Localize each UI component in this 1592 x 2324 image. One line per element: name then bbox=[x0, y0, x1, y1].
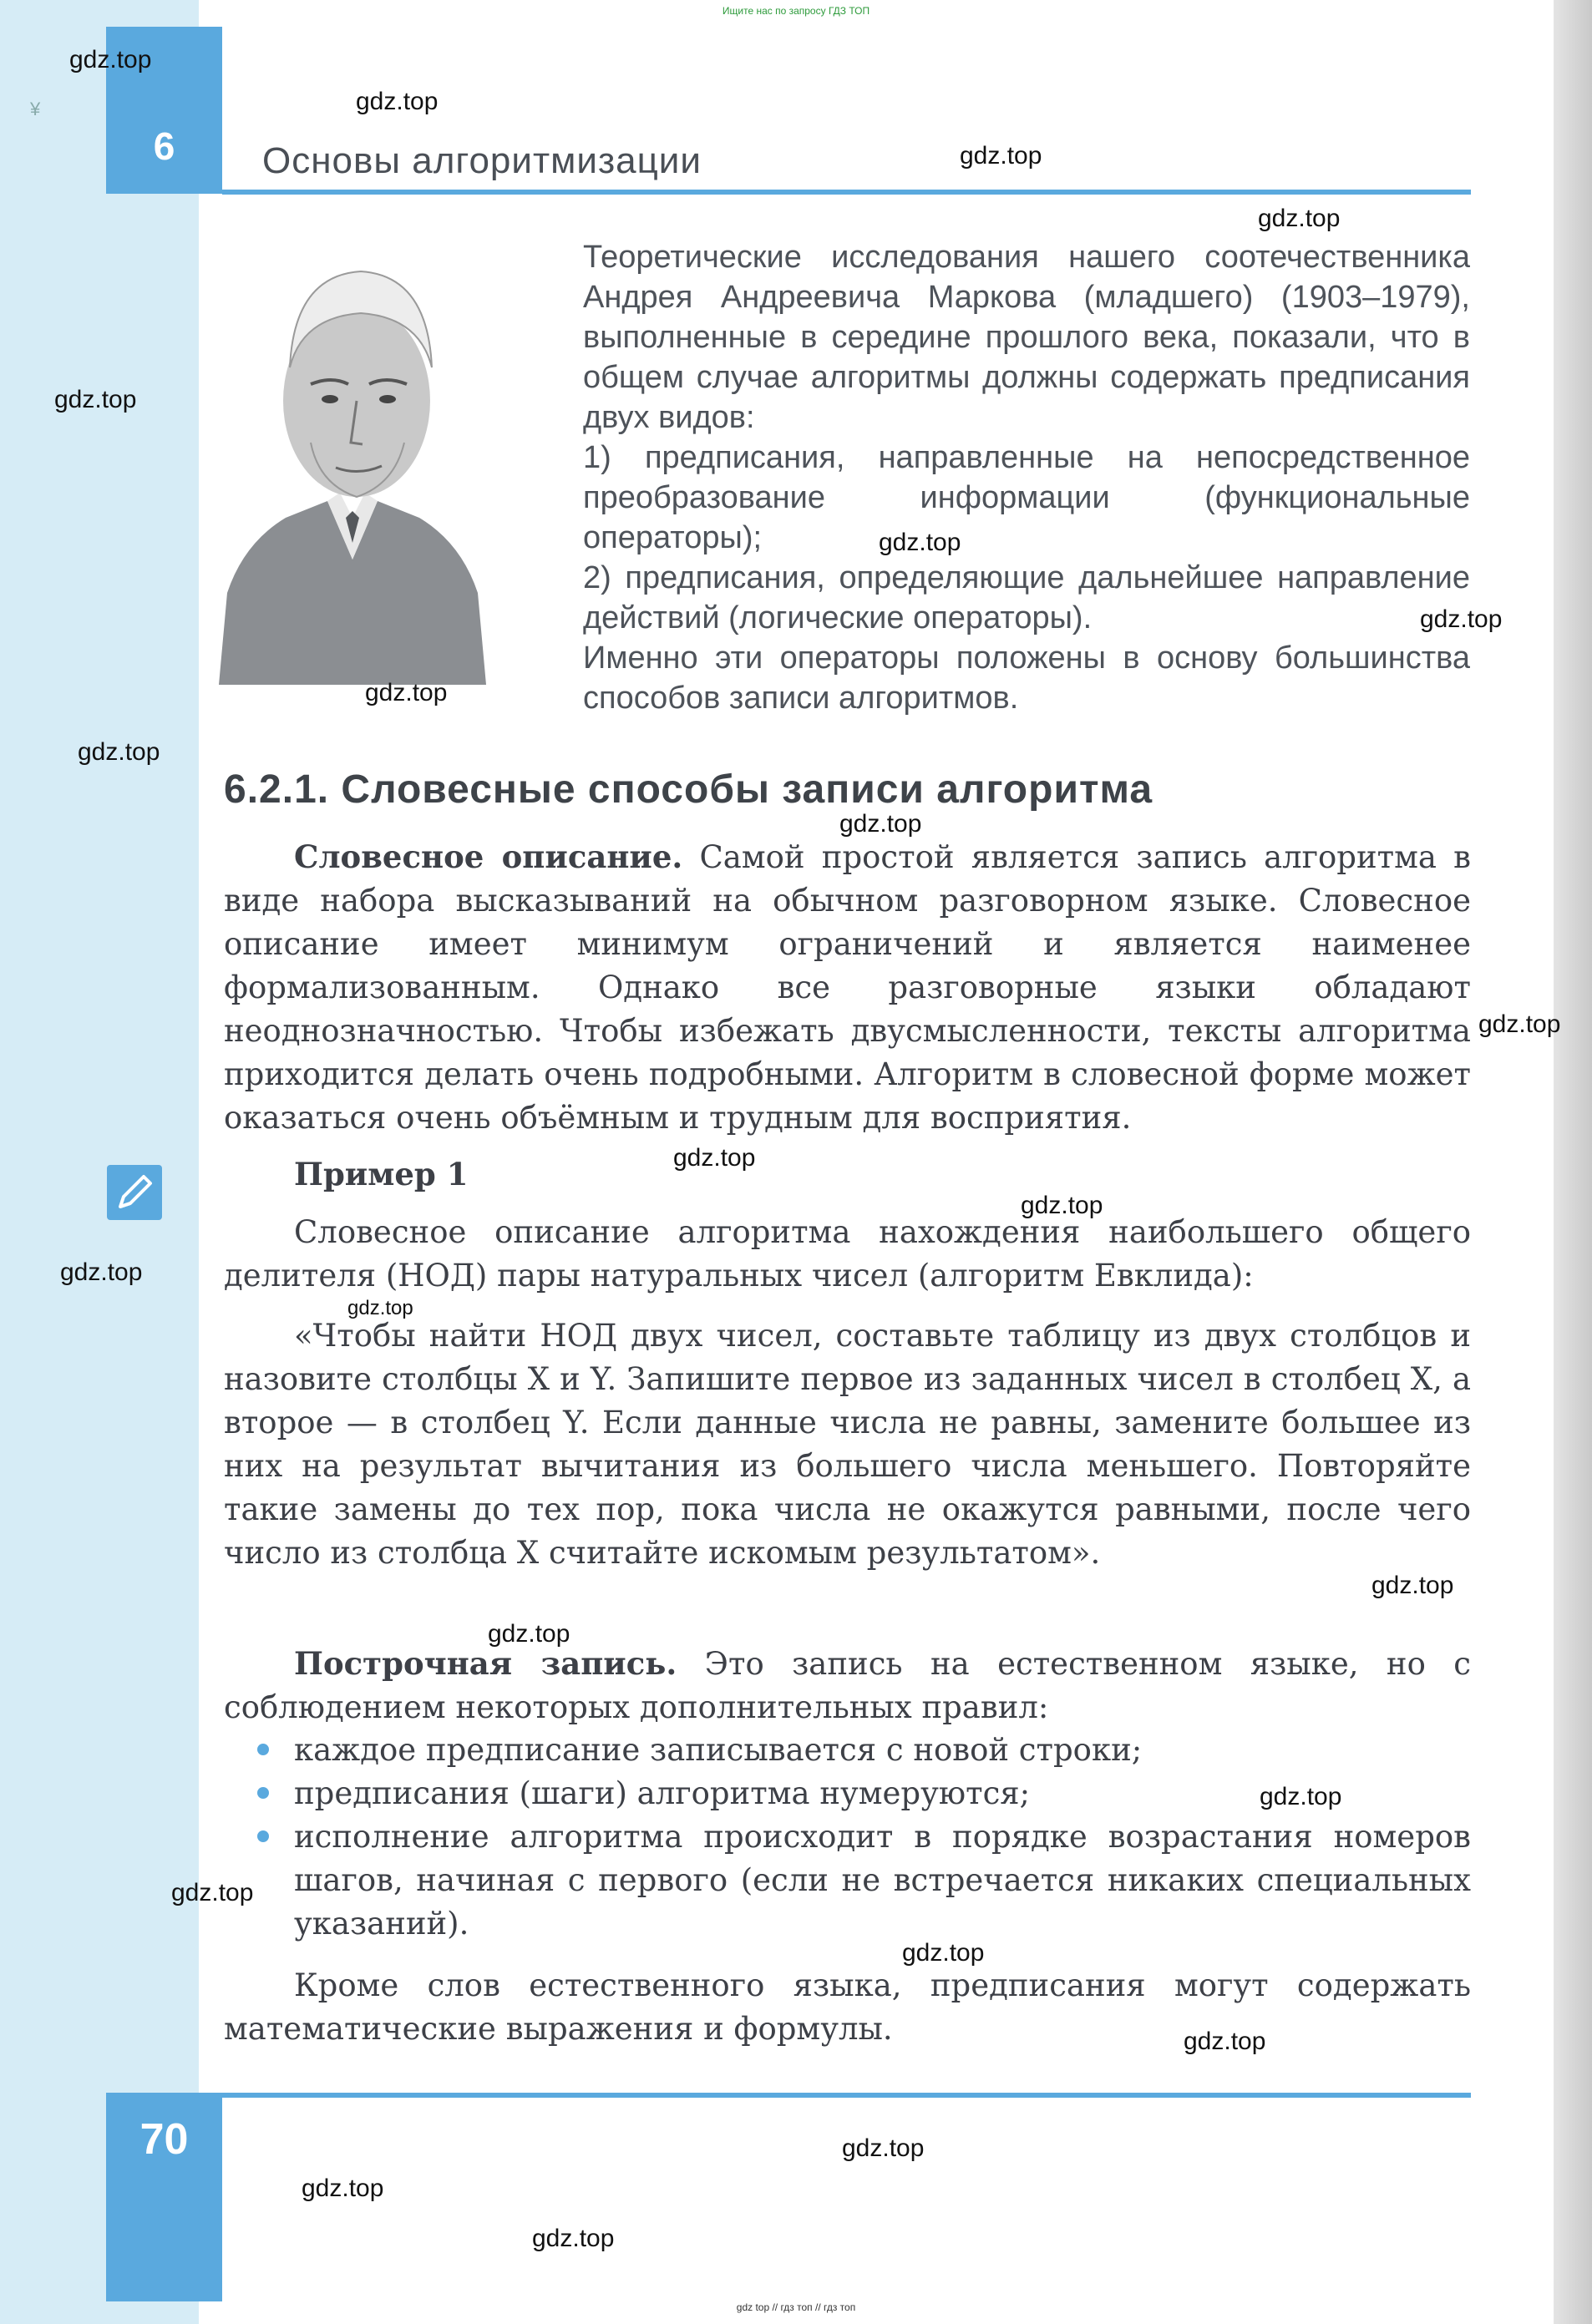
chapter-title: Основы алгоритмизации bbox=[262, 140, 702, 181]
left-margin-band bbox=[0, 0, 199, 2324]
watermark: gdz.top bbox=[171, 1879, 254, 1906]
watermark: gdz.top bbox=[78, 738, 160, 766]
verbal-paragraph bbox=[224, 835, 1471, 1140]
watermark: gdz.top bbox=[356, 88, 439, 115]
intro-item-2: 2) предписания, определяющие дальнейшее направление действий (логические операторы). bbox=[583, 560, 1470, 635]
watermark: gdz.top bbox=[488, 1620, 570, 1648]
watermark: gdz.top bbox=[842, 2134, 925, 2162]
page-edge-shadow bbox=[1554, 0, 1592, 2324]
line-by-line-text: Это запись на естественном языке, но с соблюдением некоторых дополнительных правил: bbox=[224, 1646, 1471, 1725]
footer-note: gdz top // гдз топ // гдз топ bbox=[736, 2301, 856, 2313]
section-title: 6.2.1. Словесные способы записи алгоритма bbox=[224, 767, 1153, 812]
watermark: gdz.top bbox=[54, 386, 137, 413]
watermark: gdz.top bbox=[60, 1258, 143, 1286]
watermark: gdz.top bbox=[1420, 605, 1503, 633]
verbal-description bbox=[224, 835, 1471, 1140]
header-rule bbox=[222, 190, 1471, 195]
watermark: gdz.top bbox=[1371, 1572, 1454, 1599]
watermark: gdz.top bbox=[302, 2175, 384, 2202]
example-body bbox=[224, 1211, 1471, 1575]
bullet-icon bbox=[257, 1830, 269, 1842]
intro-item-1: 1) предписания, направленные на непосредственное преобразование информации (функциональные операторы); bbox=[583, 440, 1470, 555]
watermark: gdz.top bbox=[347, 1297, 413, 1319]
page-number: 70 bbox=[139, 2115, 189, 2164]
intro-text bbox=[583, 237, 1470, 718]
line-by-line-section bbox=[224, 1642, 1471, 1729]
footer-rule bbox=[222, 2093, 1471, 2098]
closing-section bbox=[224, 1964, 1471, 2051]
header-note: Ищите нас по запросу ГДЗ ТОП bbox=[722, 5, 870, 17]
line-by-line-paragraph bbox=[224, 1642, 1471, 1729]
rules-list bbox=[224, 1729, 1471, 1946]
verbal-text: Самой простой является запись алгоритма в виде набора высказываний на обычном разговорном языке. Словесное описание имеет минимум ограничений и является наименее формализованным. Однако все разговорные языки обладают неоднозначностью. Чтобы избежать двусмысленности, тексты алгоритма приходится делать очень подробными. Алгоритм в словесной форме может оказаться очень объёмным и трудным для восприятия. bbox=[224, 839, 1471, 1136]
watermark: gdz.top bbox=[532, 2225, 615, 2252]
bullet-icon bbox=[257, 1787, 269, 1799]
watermark: gdz.top bbox=[1478, 1010, 1561, 1038]
watermark: gdz.top bbox=[1184, 2028, 1266, 2055]
watermark: gdz.top bbox=[673, 1144, 756, 1172]
example-quote: «Чтобы найти НОД двух чисел, составьте таблицу из двух столбцов и назовите столбцы X и Y. Запишите первое из заданных чисел в столбец X, а второе — в столбец Y. Если данные числа не равны, замените большее из них на результат вычитания из большего числа меньшего. Повторяйте такие замены до тех пор, пока числа не окажутся равными, после чего число из столбца X считайте искомым результатом». bbox=[224, 1318, 1471, 1571]
watermark: gdz.top bbox=[69, 46, 152, 73]
bullet-icon bbox=[257, 1744, 269, 1755]
verbal-lead: Словесное описание. bbox=[294, 838, 683, 875]
watermark: gdz.top bbox=[365, 679, 448, 706]
watermark: gdz.top bbox=[960, 142, 1042, 170]
list-item: исполнение алгоритма происходит в порядке возрастания номеров шагов, начиная с первого (если не встречается никаких специальных указаний). bbox=[224, 1815, 1471, 1946]
margin-mark: ¥ bbox=[30, 99, 41, 119]
intro-conclusion: Именно эти операторы положены в основу большинства способов записи алгоритмов. bbox=[583, 640, 1470, 716]
example-intro: Словесное описание алгоритма нахождения наибольшего общего делителя (НОД) пары натуральных чисел (алгоритм Евклида): bbox=[224, 1214, 1471, 1294]
intro-paragraph: Теоретические исследования нашего соотечественника Андрея Андреевича Маркова (младшего) (1903–1979), выполненные в середине прошлого века, показали, что в общем случае алгоритмы должны содержать предписания двух видов: bbox=[583, 240, 1470, 435]
watermark: gdz.top bbox=[902, 1939, 985, 1967]
watermark: gdz.top bbox=[1260, 1783, 1342, 1810]
watermark: gdz.top bbox=[839, 810, 922, 838]
list-item: каждое предписание записывается с новой строки; bbox=[224, 1729, 1471, 1772]
portrait-illustration bbox=[219, 242, 486, 685]
list-item: предписания (шаги) алгоритма нумеруются; bbox=[224, 1772, 1471, 1815]
watermark: gdz.top bbox=[1021, 1192, 1103, 1219]
chapter-number: 6 bbox=[153, 124, 175, 168]
example-title: Пример 1 bbox=[294, 1156, 469, 1192]
watermark: gdz.top bbox=[1258, 205, 1341, 232]
closing-paragraph: Кроме слов естественного языка, предписания могут содержать математические выражения и формулы. bbox=[224, 1967, 1471, 2047]
watermark: gdz.top bbox=[879, 529, 961, 556]
pencil-icon bbox=[107, 1165, 162, 1220]
line-by-line-lead: Построчная запись. bbox=[294, 1645, 677, 1682]
